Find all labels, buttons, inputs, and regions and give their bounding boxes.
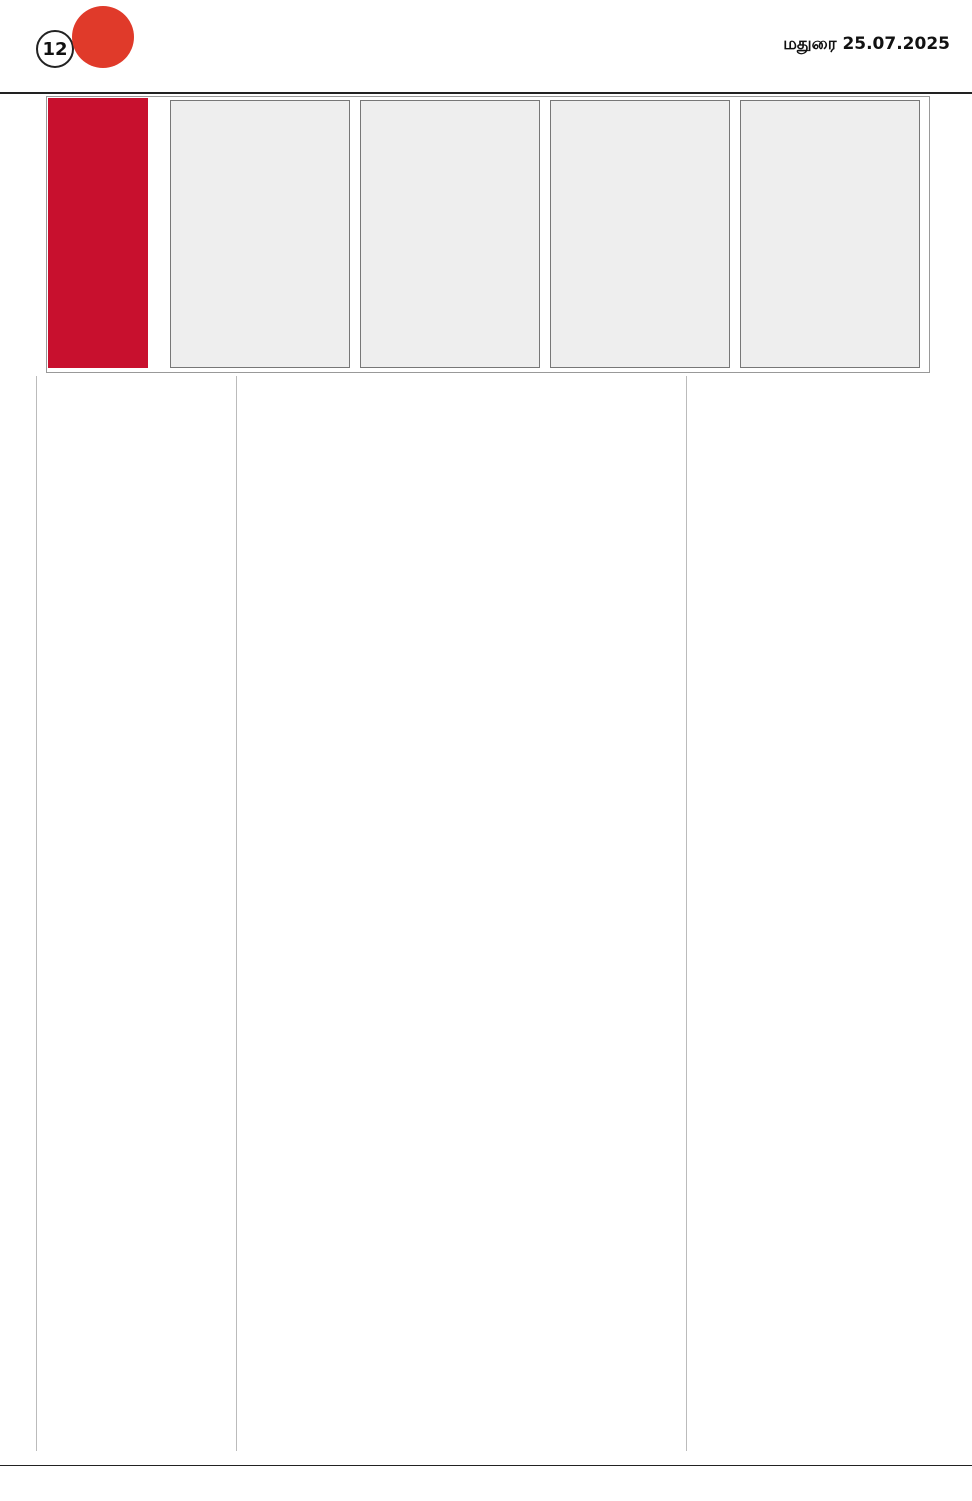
page-number: 12 (36, 30, 74, 68)
article-area (36, 376, 936, 1456)
column (236, 376, 677, 1451)
page-header (0, 0, 972, 94)
comic-series-box (48, 98, 148, 368)
column (686, 376, 937, 1451)
column (36, 376, 227, 1451)
comic-panel (550, 100, 730, 368)
imprint-line (0, 1465, 972, 1501)
comic-panel (740, 100, 920, 368)
comic-panel (360, 100, 540, 368)
comic-panel (170, 100, 350, 368)
party-logo (72, 6, 134, 68)
issue-date: மதுரை 25.07.2025 (783, 34, 950, 54)
